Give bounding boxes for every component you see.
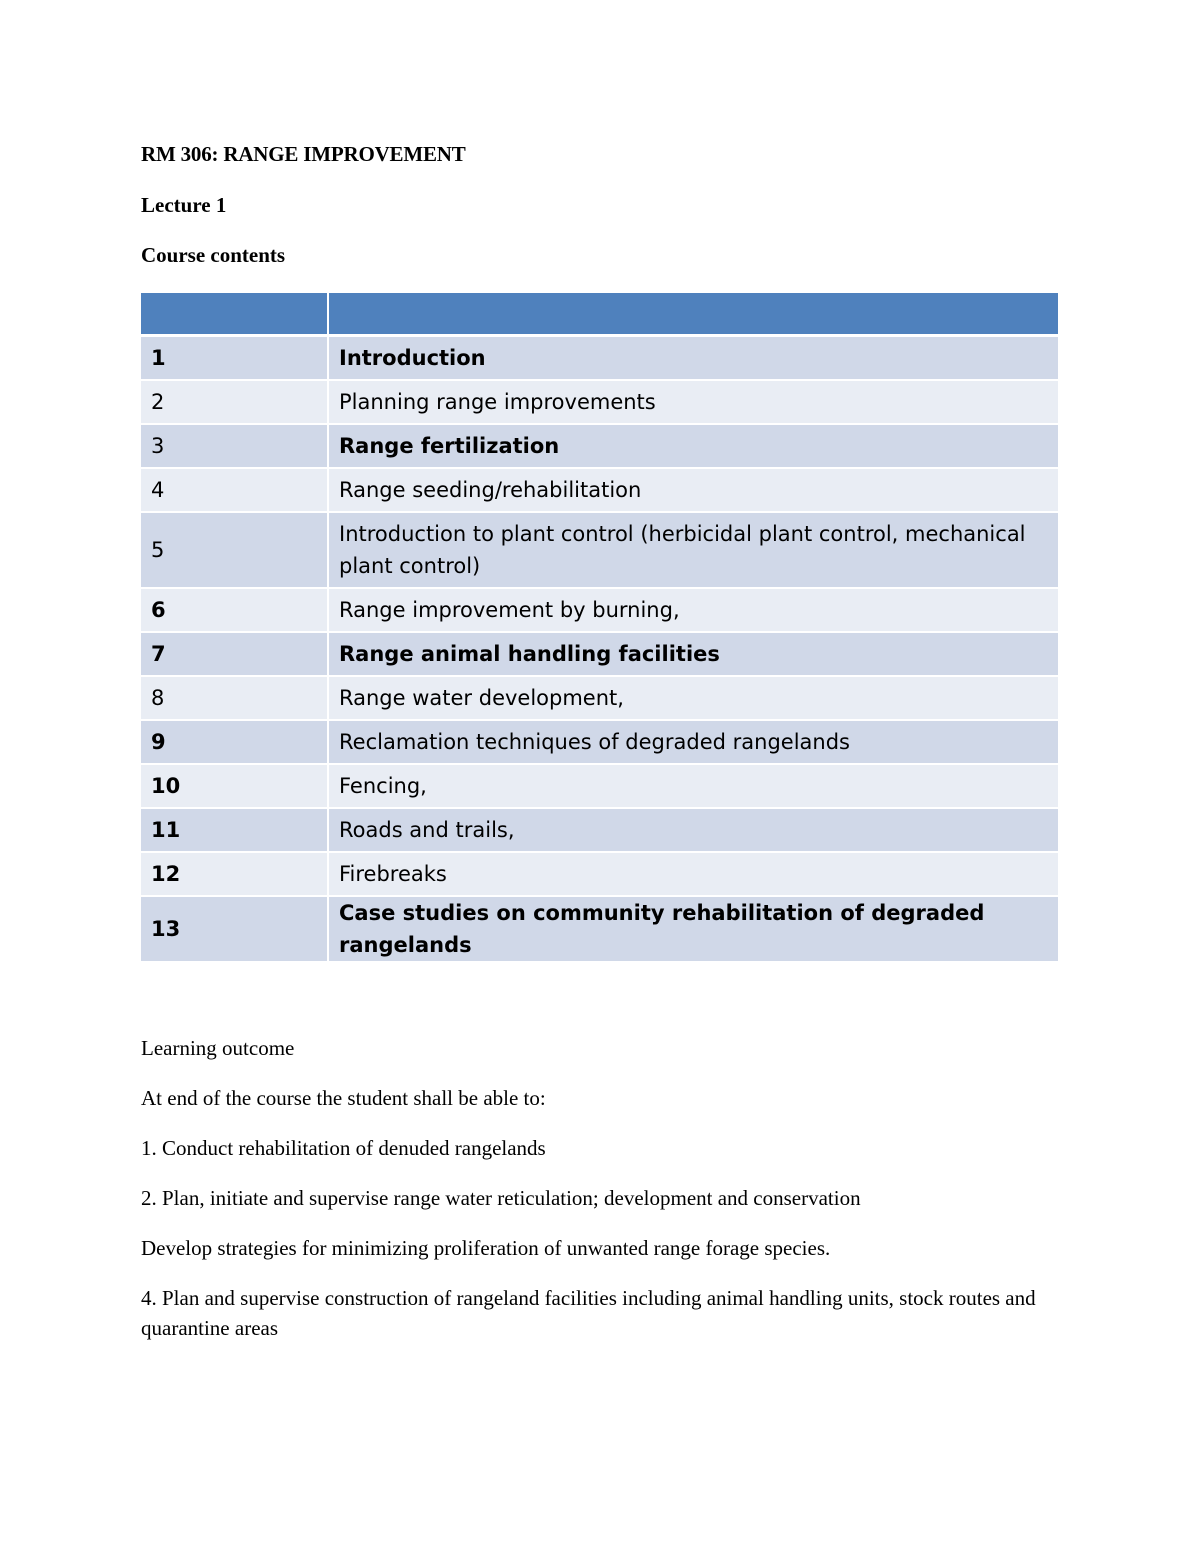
row-number: 2 <box>141 381 329 425</box>
row-topic: Range animal handling facilities <box>329 633 1058 677</box>
table-row <box>141 337 1058 381</box>
row-number: 11 <box>141 809 329 853</box>
row-topic: Roads and trails, <box>329 809 1058 853</box>
row-topic: Range water development, <box>329 677 1058 721</box>
row-topic: Range fertilization <box>329 425 1058 469</box>
course-contents-heading: Course contents <box>141 243 286 267</box>
row-topic: Firebreaks <box>329 853 1058 897</box>
row-number: 3 <box>141 425 329 469</box>
row-topic: Planning range improvements <box>329 381 1058 425</box>
row-topic: Reclamation techniques of degraded rangelands <box>329 721 1058 765</box>
row-number: 10 <box>141 765 329 809</box>
row-number: 1 <box>141 337 329 381</box>
outcome-item: 2. Plan, initiate and supervise range water reticulation; development and conservation <box>141 1186 861 1210</box>
table-row <box>141 853 1058 897</box>
table-row <box>141 809 1058 853</box>
table-row <box>141 677 1058 721</box>
document-title: RM 306: RANGE IMPROVEMENT <box>141 142 466 166</box>
row-number: 4 <box>141 469 329 513</box>
row-topic: Case studies on community rehabilitation of degraded rangelands <box>329 897 1058 963</box>
row-topic: Range seeding/rehabilitation <box>329 469 1058 513</box>
row-topic: Introduction <box>329 337 1058 381</box>
table-row <box>141 425 1058 469</box>
outcome-item: 1. Conduct rehabilitation of denuded rangelands <box>141 1136 546 1160</box>
table-row <box>141 721 1058 765</box>
course-contents-table <box>141 293 1058 963</box>
learning-outcome-heading: Learning outcome <box>141 1036 295 1060</box>
table-row <box>141 633 1058 677</box>
row-number: 5 <box>141 513 329 589</box>
row-number: 13 <box>141 897 329 963</box>
lecture-heading: Lecture 1 <box>141 193 227 217</box>
table-row <box>141 765 1058 809</box>
table-header-row <box>141 293 1058 337</box>
learning-outcome-section <box>141 1033 1061 1363</box>
table-row <box>141 381 1058 425</box>
row-number: 7 <box>141 633 329 677</box>
learning-outcome-intro: At end of the course the student shall be able to: <box>141 1086 546 1110</box>
table-row <box>141 513 1058 589</box>
table-row <box>141 897 1058 963</box>
row-topic: Fencing, <box>329 765 1058 809</box>
table-header-cell <box>141 293 329 337</box>
outcome-item: Develop strategies for minimizing proliferation of unwanted range forage species. <box>141 1236 831 1260</box>
row-number: 8 <box>141 677 329 721</box>
row-number: 9 <box>141 721 329 765</box>
table-row <box>141 589 1058 633</box>
table-row <box>141 469 1058 513</box>
row-number: 6 <box>141 589 329 633</box>
row-topic: Introduction to plant control (herbicidal plant control, mechanical plant control) <box>329 513 1058 589</box>
row-number: 12 <box>141 853 329 897</box>
table-header-cell <box>329 293 1058 337</box>
outcome-item: 4. Plan and supervise construction of rangeland facilities including animal handling units, stock routes and quarantine areas <box>141 1286 1036 1340</box>
row-topic: Range improvement by burning, <box>329 589 1058 633</box>
